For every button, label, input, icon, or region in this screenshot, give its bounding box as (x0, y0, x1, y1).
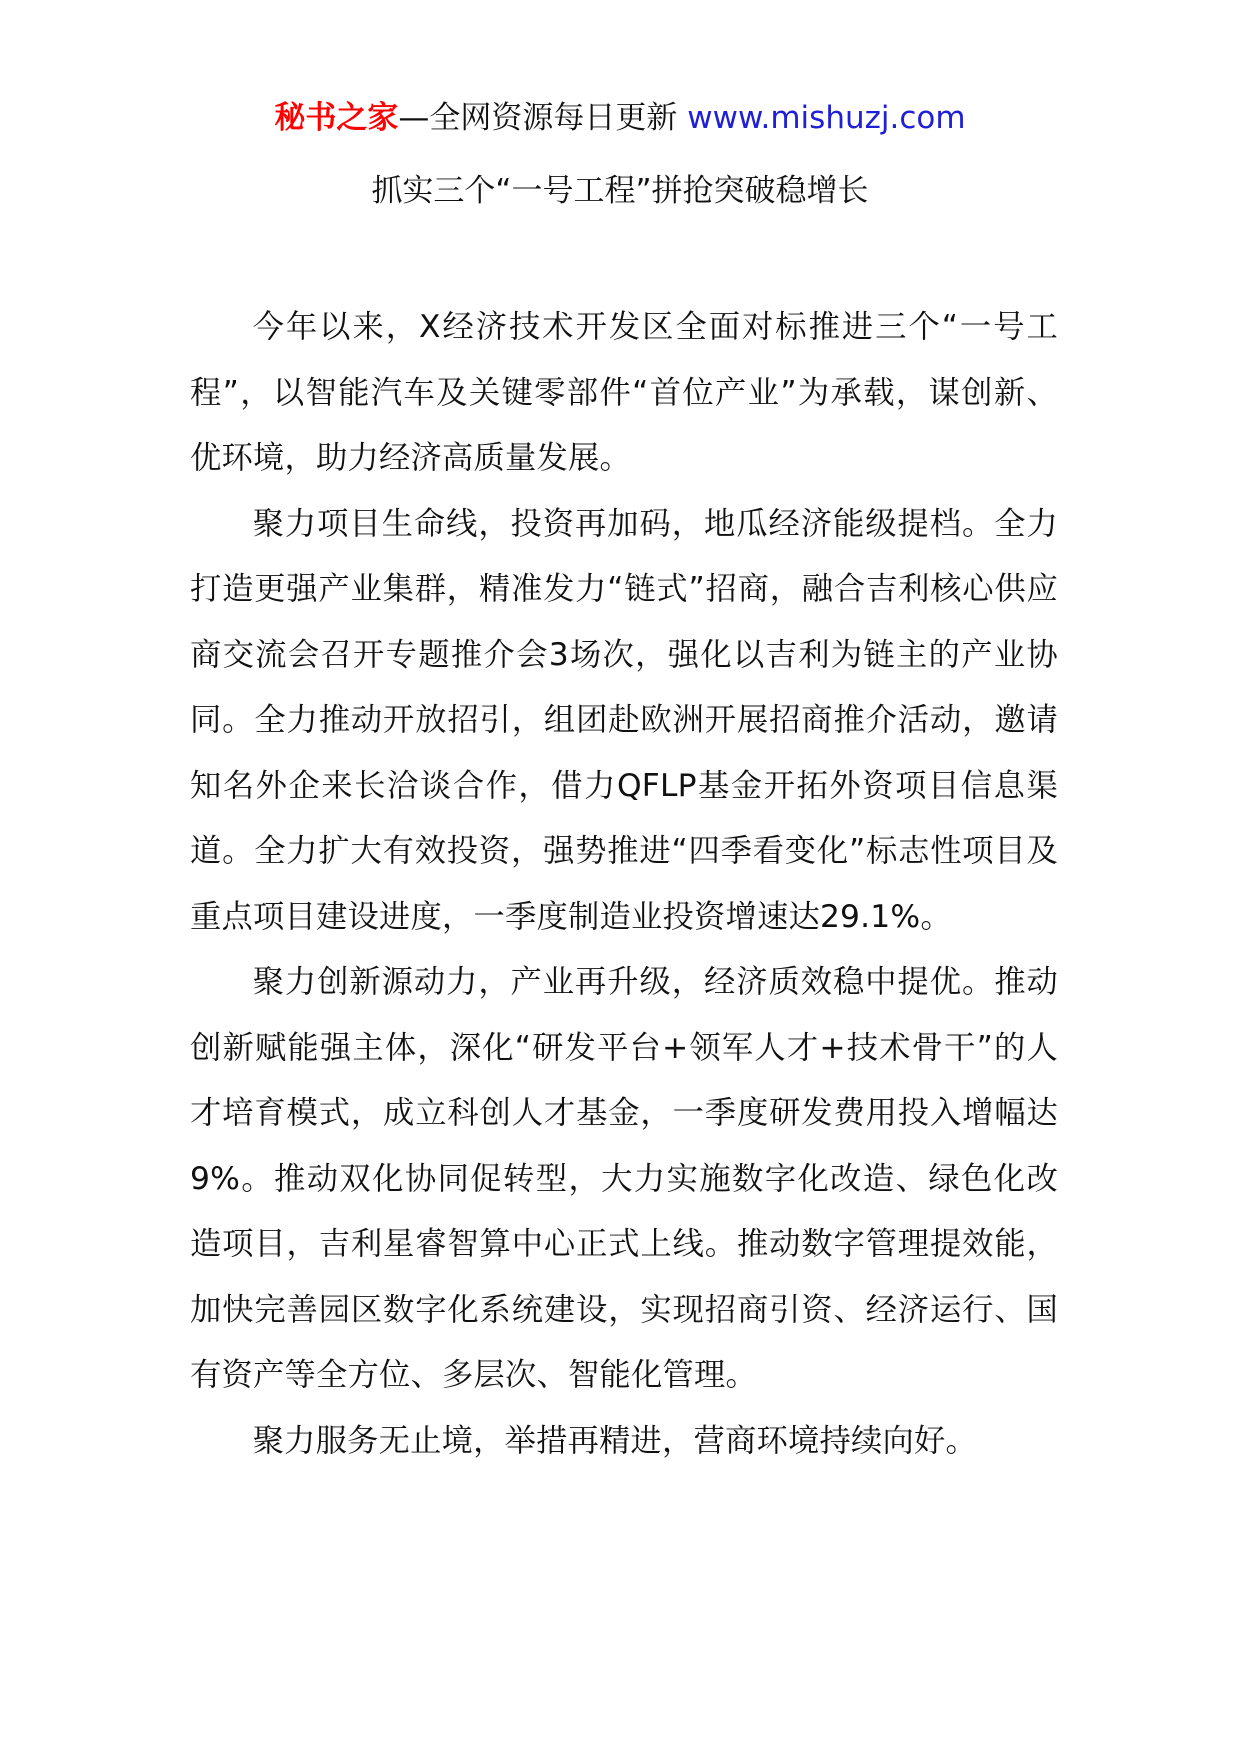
site-header (0, 98, 1240, 138)
paragraph-innovation-industry: 聚力创新源动力，产业再升级，经济质效稳中提优。推动创新赋能强主体，深化“研发平台+领军人才+技术骨干”的人才培育模式，成立科创人才基金，一季度研发费用投入增幅达9%。推动双化协同促转型，大力实施数字化改造、绿色化改造项目，吉利星睿智算中心正式上线。推动数字管理提效能，加快完善园区数字化系统建设，实现招商引资、经济运行、国有资产等全方位、多层次、智能化管理。 (190, 964, 1058, 1393)
site-url-link[interactable]: www.mishuzj.com (687, 100, 966, 136)
brand-name: 秘书之家 (274, 100, 399, 136)
paragraph-service-environment: 聚力服务无止境，举措再精进，营商环境持续向好。 (252, 1422, 978, 1459)
document-title: 抓实三个“一号工程”拼抢突破稳增长 (371, 173, 869, 209)
paragraph-intro: 今年以来，X经济技术开发区全面对标推进三个“一号工程”，以智能汽车及关键零部件“首位产业”为承载，谋创新、优环境，助力经济高质量发展。 (190, 309, 1058, 476)
header-tagline: —全网资源每日更新 (398, 100, 688, 136)
document-body (190, 295, 1058, 1474)
paragraph-project-investment: 聚力项目生命线，投资再加码，地瓜经济能级提档。全力打造更强产业集群，精准发力“链式”招商，融合吉利核心供应商交流会召开专题推介会3场次，强化以吉利为链主的产业协同。全力推动开放招引，组团赴欧洲开展招商推介活动，邀请知名外企来长洽谈合作，借力QFLP基金开拓外资项目信息渠道。全力扩大有效投资，强势推进“四季看变化”标志性项目及重点项目建设进度，一季度制造业投资增速达29.1%。 (190, 505, 1058, 935)
